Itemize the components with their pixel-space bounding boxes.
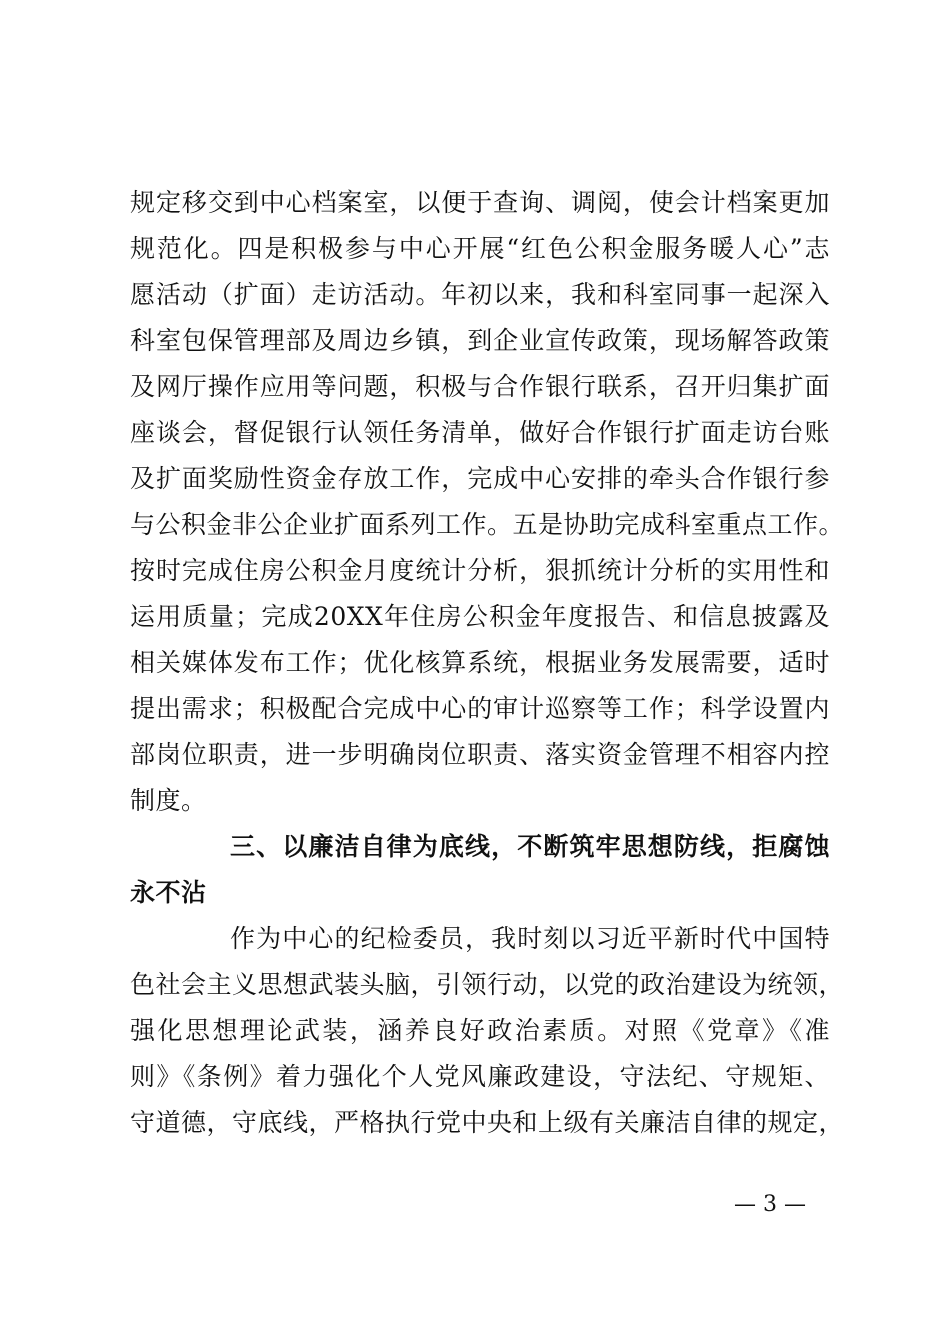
body-line-1: 规定移交到中心档案室，以便于查询、调阅，使会计档案更加 xyxy=(130,188,830,217)
body-line-10: 运用质量；完成20XX年住房公积金年度报告、和信息披露及 xyxy=(130,602,830,631)
body-line-5: 及网厅操作应用等问题，积极与合作银行联系，召开归集扩面 xyxy=(130,372,830,401)
body-line-9: 按时完成住房公积金月度统计分析，狠抓统计分析的实用性和 xyxy=(130,556,830,585)
body-line-2: 规范化。四是积极参与中心开展“红色公积金服务暖人心”志 xyxy=(130,234,830,263)
body-line-7: 及扩面奖励性资金存放工作，完成中心安排的牵头合作银行参 xyxy=(130,464,830,493)
body-line-3: 愿活动（扩面）走访活动。年初以来，我和科室同事一起深入 xyxy=(130,280,830,309)
section-heading-line-1: 三、以廉洁自律为底线，不断筑牢思想防线，拒腐蚀 xyxy=(230,832,830,861)
paragraph-line-4: 则》《条例》着力强化个人党风廉政建设，守法纪、守规矩、 xyxy=(130,1062,830,1091)
body-line-14: 制度。 xyxy=(130,786,207,815)
paragraph-line-5: 守道德，守底线，严格执行党中央和上级有关廉洁自律的规定， xyxy=(130,1108,845,1137)
body-line-12: 提出需求；积极配合完成中心的审计巡察等工作；科学设置内 xyxy=(130,694,830,723)
paragraph-line-1: 作为中心的纪检委员，我时刻以习近平新时代中国特 xyxy=(230,924,830,953)
paragraph-line-2: 色社会主义思想武装头脑，引领行动，以党的政治建设为统领， xyxy=(130,970,845,999)
body-line-4: 科室包保管理部及周边乡镇，到企业宣传政策，现场解答政策 xyxy=(130,326,830,355)
section-heading-line-2: 永不沾 xyxy=(130,878,207,907)
body-line-13: 部岗位职责，进一步明确岗位职责、落实资金管理不相容内控 xyxy=(130,740,830,769)
body-line-8: 与公积金非公企业扩面系列工作。五是协助完成科室重点工作。 xyxy=(130,510,845,539)
page-number: — 3 — xyxy=(734,1192,806,1217)
paragraph-line-3: 强化思想理论武装，涵养良好政治素质。对照《党章》《准 xyxy=(130,1016,830,1045)
body-line-6: 座谈会，督促银行认领任务清单，做好合作银行扩面走访台账 xyxy=(130,418,830,447)
body-line-11: 相关媒体发布工作；优化核算系统，根据业务发展需要，适时 xyxy=(130,648,830,677)
